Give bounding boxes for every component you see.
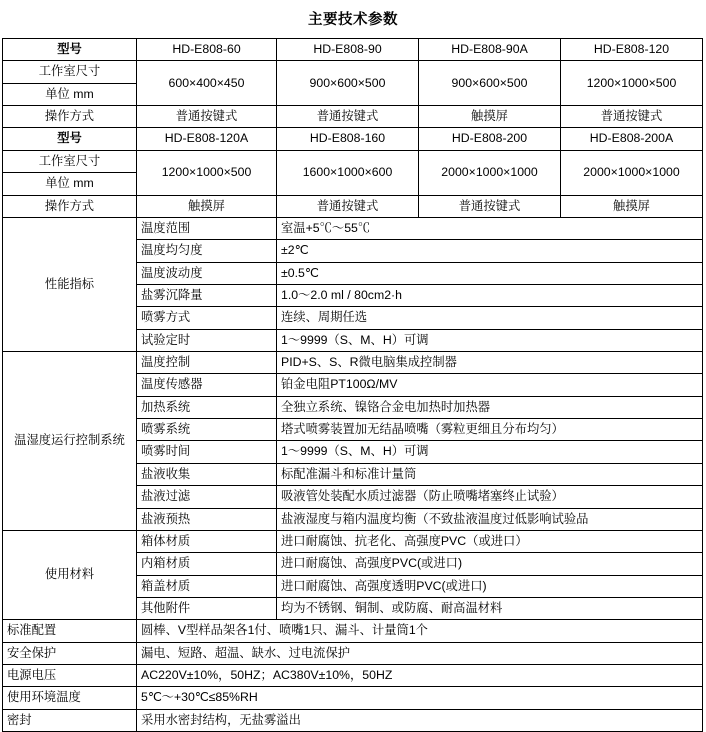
row-label-operation-1: 操作方式 — [3, 106, 137, 128]
operation-cell: 触摸屏 — [137, 195, 277, 217]
size-cell: 2000×1000×1000 — [561, 150, 703, 195]
footer-value: AC220V±10%，50HZ；AC380V±10%，50HZ — [137, 665, 703, 687]
section-label-performance: 性能指标 — [3, 217, 137, 351]
spec-key: 喷雾方式 — [137, 307, 277, 329]
table-row — [3, 217, 703, 239]
model-cell: HD-E808-60 — [137, 39, 277, 61]
footer-value: 漏电、短路、超温、缺水、过电流保护 — [137, 642, 703, 664]
spec-key: 其他附件 — [137, 597, 277, 619]
section-label-control-system: 温湿度运行控制系统 — [3, 352, 137, 531]
spec-value: 进口耐腐蚀、抗老化、高强度PVC（或进口） — [277, 530, 703, 552]
spec-key: 盐液收集 — [137, 463, 277, 485]
spec-value: 1.0～2.0 ml / 80cm2·h — [277, 284, 703, 306]
size-cell: 1200×1000×500 — [561, 61, 703, 106]
size-cell: 2000×1000×1000 — [419, 150, 561, 195]
model-cell: HD-E808-90 — [277, 39, 419, 61]
spec-value: 铂金电阻PT100Ω/MV — [277, 374, 703, 396]
spec-value: 1～9999（S、M、H）可调 — [277, 329, 703, 351]
spec-value: 盐液湿度与箱内温度均衡（不致盐液温度过低影响试验品 — [277, 508, 703, 530]
row-label-unit-1: 单位 mm — [3, 83, 137, 105]
spec-value: ±0.5℃ — [277, 262, 703, 284]
size-cell: 900×600×500 — [277, 61, 419, 106]
row-label-chamber-size-1: 工作室尺寸 — [3, 61, 137, 83]
spec-key: 喷雾系统 — [137, 419, 277, 441]
spec-value: 均为不锈钢、铜制、或防腐、耐高温材料 — [277, 597, 703, 619]
spec-value: 进口耐腐蚀、高强度PVC(或进口) — [277, 553, 703, 575]
table-row — [3, 665, 703, 687]
spec-value: 塔式喷雾装置加无结晶喷嘴（雾粒更细且分布均匀） — [277, 419, 703, 441]
footer-value: 圆棒、V型样品架各1付、喷嘴1只、漏斗、计量筒1个 — [137, 620, 703, 642]
model-cell: HD-E808-200A — [561, 128, 703, 150]
table-row — [3, 642, 703, 664]
spec-value: 全独立系统、镍铬合金电加热时加热器 — [277, 396, 703, 418]
spec-value: ±2℃ — [277, 240, 703, 262]
footer-key: 密封 — [3, 709, 137, 731]
spec-key: 温度波动度 — [137, 262, 277, 284]
page-title: 主要技术参数 — [308, 12, 398, 28]
table-row — [3, 709, 703, 731]
spec-value: 连续、周期任选 — [277, 307, 703, 329]
operation-cell: 普通按键式 — [561, 106, 703, 128]
table-row — [3, 106, 703, 128]
size-cell: 600×400×450 — [137, 61, 277, 106]
table-row — [3, 687, 703, 709]
row-label-unit-2: 单位 mm — [3, 173, 137, 195]
spec-value: 1～9999（S、M、H）可调 — [277, 441, 703, 463]
row-label-chamber-size-2: 工作室尺寸 — [3, 150, 137, 172]
spec-key: 温度均匀度 — [137, 240, 277, 262]
spec-key: 箱盖材质 — [137, 575, 277, 597]
spec-value: 标配准漏斗和标准计量筒 — [277, 463, 703, 485]
section-label-materials: 使用材料 — [3, 530, 137, 619]
table-row — [3, 195, 703, 217]
model-cell: HD-E808-90A — [419, 39, 561, 61]
footer-key: 电源电压 — [3, 665, 137, 687]
operation-cell: 普通按键式 — [137, 106, 277, 128]
footer-value: 采用水密封结构，无盐雾溢出 — [137, 709, 703, 731]
spec-key: 加热系统 — [137, 396, 277, 418]
operation-cell: 普通按键式 — [277, 195, 419, 217]
model-cell: HD-E808-200 — [419, 128, 561, 150]
table-row — [3, 150, 703, 172]
spec-key: 试验定时 — [137, 329, 277, 351]
spec-key: 内箱材质 — [137, 553, 277, 575]
spec-key: 盐液过滤 — [137, 486, 277, 508]
footer-key: 标准配置 — [3, 620, 137, 642]
table-row — [3, 530, 703, 552]
footer-value: 5℃～+30℃≤85%RH — [137, 687, 703, 709]
specification-table — [2, 38, 703, 732]
table-row — [3, 128, 703, 150]
size-cell: 900×600×500 — [419, 61, 561, 106]
row-label-operation-2: 操作方式 — [3, 195, 137, 217]
model-cell: HD-E808-120 — [561, 39, 703, 61]
spec-value: 室温+5℃～55℃ — [277, 217, 703, 239]
spec-key: 温度范围 — [137, 217, 277, 239]
size-cell: 1200×1000×500 — [137, 150, 277, 195]
spec-value: 吸液管处装配水质过滤器（防止喷嘴堵塞终止试验） — [277, 486, 703, 508]
size-cell: 1600×1000×600 — [277, 150, 419, 195]
table-row — [3, 61, 703, 83]
spec-key: 箱体材质 — [137, 530, 277, 552]
spec-key: 盐雾沉降量 — [137, 284, 277, 306]
table-row — [3, 39, 703, 61]
spec-key: 喷雾时间 — [137, 441, 277, 463]
footer-key: 安全保护 — [3, 642, 137, 664]
table-row — [3, 352, 703, 374]
operation-cell: 触摸屏 — [419, 106, 561, 128]
operation-cell: 触摸屏 — [561, 195, 703, 217]
footer-key: 使用环境温度 — [3, 687, 137, 709]
spec-value: 进口耐腐蚀、高强度透明PVC(或进口) — [277, 575, 703, 597]
row-label-model-1: 型号 — [3, 39, 137, 61]
spec-value: PID+S、S、R微电脑集成控制器 — [277, 352, 703, 374]
spec-key: 盐液预热 — [137, 508, 277, 530]
operation-cell: 普通按键式 — [419, 195, 561, 217]
operation-cell: 普通按键式 — [277, 106, 419, 128]
spec-key: 温度控制 — [137, 352, 277, 374]
model-cell: HD-E808-120A — [137, 128, 277, 150]
row-label-model-2: 型号 — [3, 128, 137, 150]
model-cell: HD-E808-160 — [277, 128, 419, 150]
spec-key: 温度传感器 — [137, 374, 277, 396]
table-row — [3, 620, 703, 642]
